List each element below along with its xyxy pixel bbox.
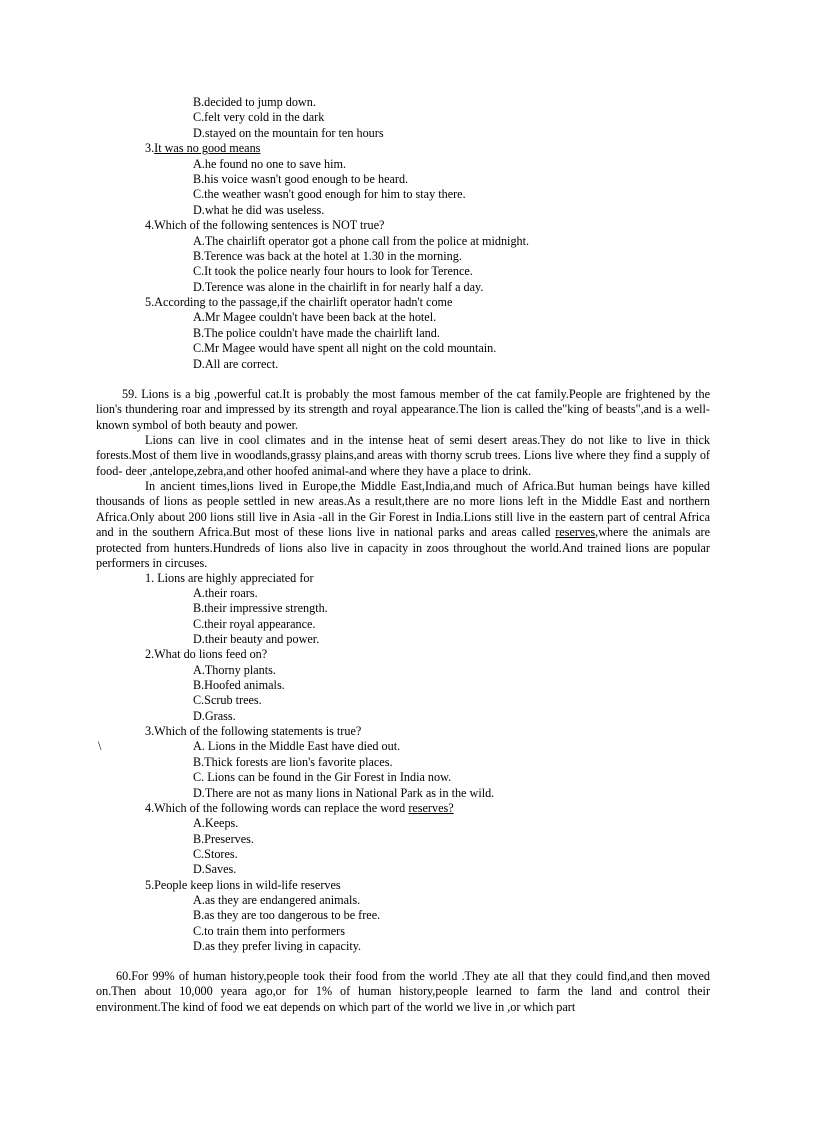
q59-q3-option-b: B.Thick forests are lion's favorite places.: [193, 755, 393, 769]
q59-q5-option-d: D.as they prefer living in capacity.: [193, 939, 362, 953]
underlined-word: reserves?: [408, 801, 454, 815]
q58-q4-option-b: B.Terence was back at the hotel at 1.30 in the morning.: [193, 249, 462, 263]
q58-q4-option-c: C.It took the police nearly four hours to look for Terence.: [193, 264, 473, 278]
q59-paragraph-3: In ancient times,lions lived in Europe,the Middle East,India,and much of Africa.But human beings have killed thousands of lions as people settled in new areas.As a result,there are no more lions left in the Middle East and northern Africa.Only about 200 lions still live in Asia -all in the Gir Forest in India.Lions still live in the eastern part of central Africa and in the southern Africa.But most of these lions live in national parks and areas called reserves,where the animals are protected from hunters.Hundreds of lions also live in capacity in zoos throughout the world.And trained lions are popular performers in circuses.: [96, 479, 710, 571]
q58-q2-option-b: B.decided to jump down.: [193, 95, 316, 109]
q59-q4-option-b: B.Preserves.: [193, 832, 254, 846]
q58-q3-stem: 3.It was no good means: [145, 141, 261, 155]
q58-q3-option-d: D.what he did was useless.: [193, 203, 325, 217]
underlined-phrase: It was no good means: [154, 141, 261, 155]
q59-q3-option-c: C. Lions can be found in the Gir Forest in India now.: [193, 770, 452, 784]
q59-q3-stem: 3.Which of the following statements is true?: [145, 724, 362, 738]
q58-q5-option-b: B.The police couldn't have made the chairlift land.: [193, 326, 440, 340]
q58-q5-option-d: D.All are correct.: [193, 357, 279, 371]
q59-q1-option-d: D.their beauty and power.: [193, 632, 320, 646]
q59-q2-option-a: A.Thorny plants.: [193, 663, 276, 677]
q59-q4-stem: 4.Which of the following words can replace the word reserves?: [145, 801, 454, 815]
q58-q5-option-c: C.Mr Magee would have spent all night on the cold mountain.: [193, 341, 497, 355]
q59-q4-option-d: D.Saves.: [193, 862, 237, 876]
q59-q2-option-c: C.Scrub trees.: [193, 693, 262, 707]
q58-q3-option-b: B.his voice wasn't good enough to be heard.: [193, 172, 409, 186]
q59-q5-option-b: B.as they are too dangerous to be free.: [193, 908, 381, 922]
q59-paragraph-2: Lions can live in cool climates and in the intense heat of semi desert areas.They do not like to live in thick forests.Most of them live in woodlands,grassy plains,and areas with thorny scrub trees. Lions live where they find a supply of food- deer ,antelope,zebra,and other hoofed animal-and where they have a place to drink.: [96, 433, 710, 478]
q58-q4-option-a: A.The chairlift operator got a phone call from the police at midnight.: [193, 234, 530, 248]
q59-q1-option-b: B.their impressive strength.: [193, 601, 328, 615]
q59-q2-option-b: B.Hoofed animals.: [193, 678, 285, 692]
q59-q2-stem: 2.What do lions feed on?: [145, 647, 268, 661]
q59-q4-option-a: A.Keeps.: [193, 816, 239, 830]
q58-q5-stem: 5.According to the passage,if the chairlift operator hadn't come: [145, 295, 453, 309]
q59-q5-option-c: C.to train them into performers: [193, 924, 345, 938]
q58-q5-option-a: A.Mr Magee couldn't have been back at the hotel.: [193, 310, 437, 324]
q59-q5-option-a: A.as they are endangered animals.: [193, 893, 361, 907]
q58-q4-option-d: D.Terence was alone in the chairlift in for nearly half a day.: [193, 280, 484, 294]
q58-q2-option-c: C.felt very cold in the dark: [193, 110, 325, 124]
q60-paragraph-1: 60.For 99% of human history,people took their food from the world .They ate all that they could find,and then moved on.Then about 10,000 yeara ago,or for 1% of human history,people learned to farm the land and control their environment.The kind of food we eat depends on which part of the world we live in ,or which part: [96, 969, 710, 1014]
q59-q1-option-a: A.their roars.: [193, 586, 258, 600]
q59-q2-option-d: D.Grass.: [193, 709, 236, 723]
q58-q2-option-d: D.stayed on the mountain for ten hours: [193, 126, 384, 140]
q59-q4-option-c: C.Stores.: [193, 847, 238, 861]
q59-q3-option-a: A. Lions in the Middle East have died out.: [193, 739, 401, 753]
stray-backslash: \: [98, 739, 102, 753]
underlined-word: reserves: [555, 525, 596, 540]
q59-q5-stem: 5.People keep lions in wild-life reserves: [145, 878, 341, 892]
q59-paragraph-1: 59. Lions is a big ,powerful cat.It is probably the most famous member of the cat family.People are frightened by the lion's thundering roar and impressed by its strength and royal appearance.The lion is called the"king of beasts",and is a well-known symbol of both beauty and power.: [96, 387, 710, 432]
q59-q3-option-d: D.There are not as many lions in National Park as in the wild.: [193, 786, 495, 800]
q58-q3-option-c: C.the weather wasn't good enough for him to stay there.: [193, 187, 466, 201]
q59-q1-option-c: C.their royal appearance.: [193, 617, 316, 631]
q58-q4-stem: 4.Which of the following sentences is NOT true?: [145, 218, 385, 232]
q58-q3-option-a: A.he found no one to save him.: [193, 157, 346, 171]
q59-q1-stem: 1. Lions are highly appreciated for: [145, 571, 314, 585]
